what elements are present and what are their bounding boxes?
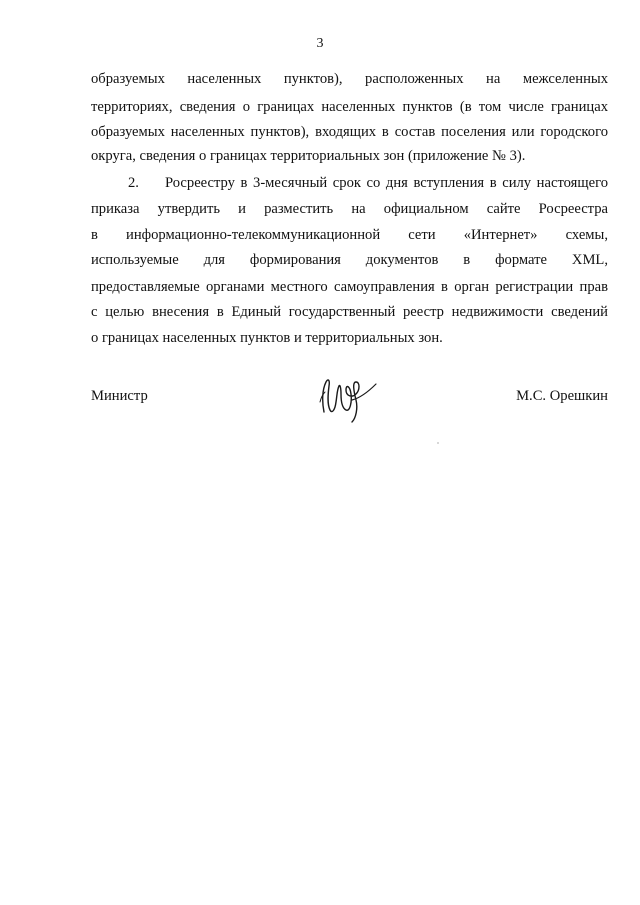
text-line: Росреестру в 3-месячный срок со дня вступления в силу настоящего [165,175,608,191]
text-line: приказа утвердить и разместить на официальном сайте Росреестра [91,201,608,217]
text-line: образуемых населенных пунктов), входящих в состав поселения или городского [91,124,608,140]
list-item-line [91,174,608,192]
signatory-name: М.С. Орешкин [516,388,608,404]
handwritten-signature-icon [316,372,380,426]
signatory-title: Министр [91,388,148,404]
text-line: территориях, сведения о границах населенных пунктов (в том числе границах [91,99,608,115]
text-line: округа, сведения о границах территориальных зон (приложение № 3). [91,148,526,164]
text-line: в информационно-телекоммуникационной сети «Интернет» схемы, [91,227,608,243]
page-number: 3 [316,36,324,51]
text-line: о границах населенных пунктов и территориальных зон. [91,330,443,346]
signature-block [91,388,608,428]
text-line: предоставляемые органами местного самоуправления в орган регистрации прав [91,279,608,295]
item-number: 2. [128,175,139,191]
text-line: используемые для формирования документов в формате XML, [91,252,608,268]
text-line: образуемых населенных пунктов), расположенных на межселенных [91,71,608,87]
text-line: с целью внесения в Единый государственный реестр недвижимости сведений [91,304,608,320]
scan-speck [437,442,439,444]
